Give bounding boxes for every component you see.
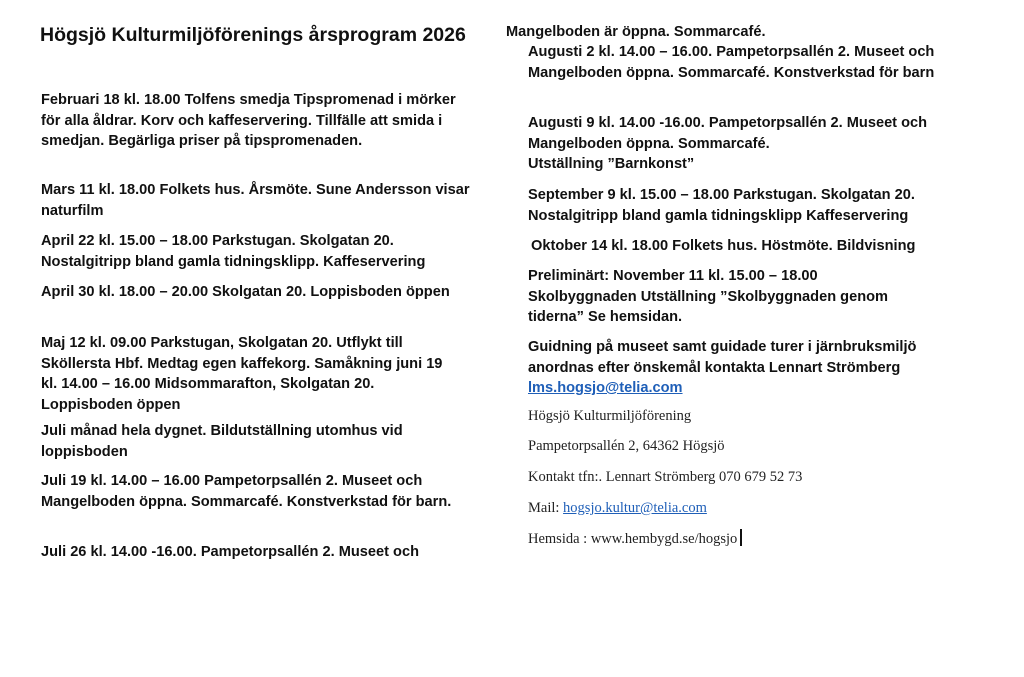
- event-february: Februari 18 kl. 18.00 Tolfens smedja Tipspromenad i mörker för alla åldrar. Korv och kaffeservering. Tillfälle att smida i smedjan. Begärliga priser på tipspromenaden.: [41, 92, 456, 149]
- contact-info: Kontakt tfn:. Lennart Strömberg 070 679 52 73: [528, 469, 803, 485]
- page-title: Högsjö Kulturmiljöförenings årsprogram 2026: [40, 24, 466, 46]
- guide-text: Guidning på museet samt guidade turer i järnbruksmiljö anordnas efter önskemål kontakta Lennart Strömberg: [528, 339, 917, 376]
- website-line: [528, 529, 742, 549]
- event-august-9: Augusti 9 kl. 14.00 -16.00. Pampetorpsallén 2. Museet och Mangelboden öppna. Sommarcafé.: [528, 115, 928, 152]
- org-name: Högsjö Kulturmiljöförening: [528, 408, 692, 424]
- guide-info: [528, 337, 968, 399]
- event-september: September 9 kl. 15.00 – 18.00 Parkstugan. Skolgatan 20. Nostalgitripp bland gamla tidningsklipp Kaffeservering: [528, 187, 915, 224]
- event-july-26-continued: Mangelboden är öppna. Sommarcafé.: [506, 24, 766, 40]
- website: Hemsida : www.hembygd.se/hogsjo: [528, 531, 738, 547]
- mail-line: [528, 498, 707, 518]
- event-august-9-exhibition: Utställning ”Barnkonst”: [528, 156, 695, 172]
- event-july-19: Juli 19 kl. 14.00 – 16.00 Pampetorpsallén 2. Museet och Mangelboden öppna. Sommarcafé. Konstverkstad för barn.: [41, 473, 452, 510]
- event-may-june: Maj 12 kl. 09.00 Parkstugan, Skolgatan 20. Utflykt till Sköllersta Hbf. Medtag egen kaffekorg. Samåkning juni 19 kl. 14.00 – 16.00 Midsommarafton, Skolgatan 20. Loppisboden öppen: [41, 335, 443, 413]
- event-october: Oktober 14 kl. 18.00 Folkets hus. Höstmöte. Bildvisning: [531, 238, 916, 254]
- event-april-22: April 22 kl. 15.00 – 18.00 Parkstugan. Skolgatan 20. Nostalgitripp bland gamla tidningsklipp. Kaffeservering: [41, 233, 426, 270]
- guide-email-link[interactable]: lms.hogsjo@telia.com: [528, 380, 683, 396]
- event-march: Mars 11 kl. 18.00 Folkets hus. Årsmöte. Sune Andersson visar naturfilm: [41, 182, 470, 219]
- event-july-month: Juli månad hela dygnet. Bildutställning utomhus vid loppisboden: [41, 423, 403, 460]
- address: Pampetorpsallén 2, 64362 Högsjö: [528, 438, 725, 454]
- event-july-26: Juli 26 kl. 14.00 -16.00. Pampetorpsallén 2. Museet och: [41, 544, 419, 560]
- mail-link[interactable]: hogsjo.kultur@telia.com: [563, 500, 707, 516]
- event-april-30: April 30 kl. 18.00 – 20.00 Skolgatan 20. Loppisboden öppen: [41, 284, 450, 300]
- event-november: Preliminärt: November 11 kl. 15.00 – 18.00 Skolbyggnaden Utställning ”Skolbyggnaden genom tiderna” Se hemsidan.: [528, 268, 889, 325]
- event-august-2: Augusti 2 kl. 14.00 – 16.00. Pampetorpsallén 2. Museet och Mangelboden öppna. Sommarcafé. Konstverkstad för barn: [528, 44, 935, 81]
- text-cursor: [740, 529, 742, 546]
- mail-label: Mail:: [528, 500, 564, 516]
